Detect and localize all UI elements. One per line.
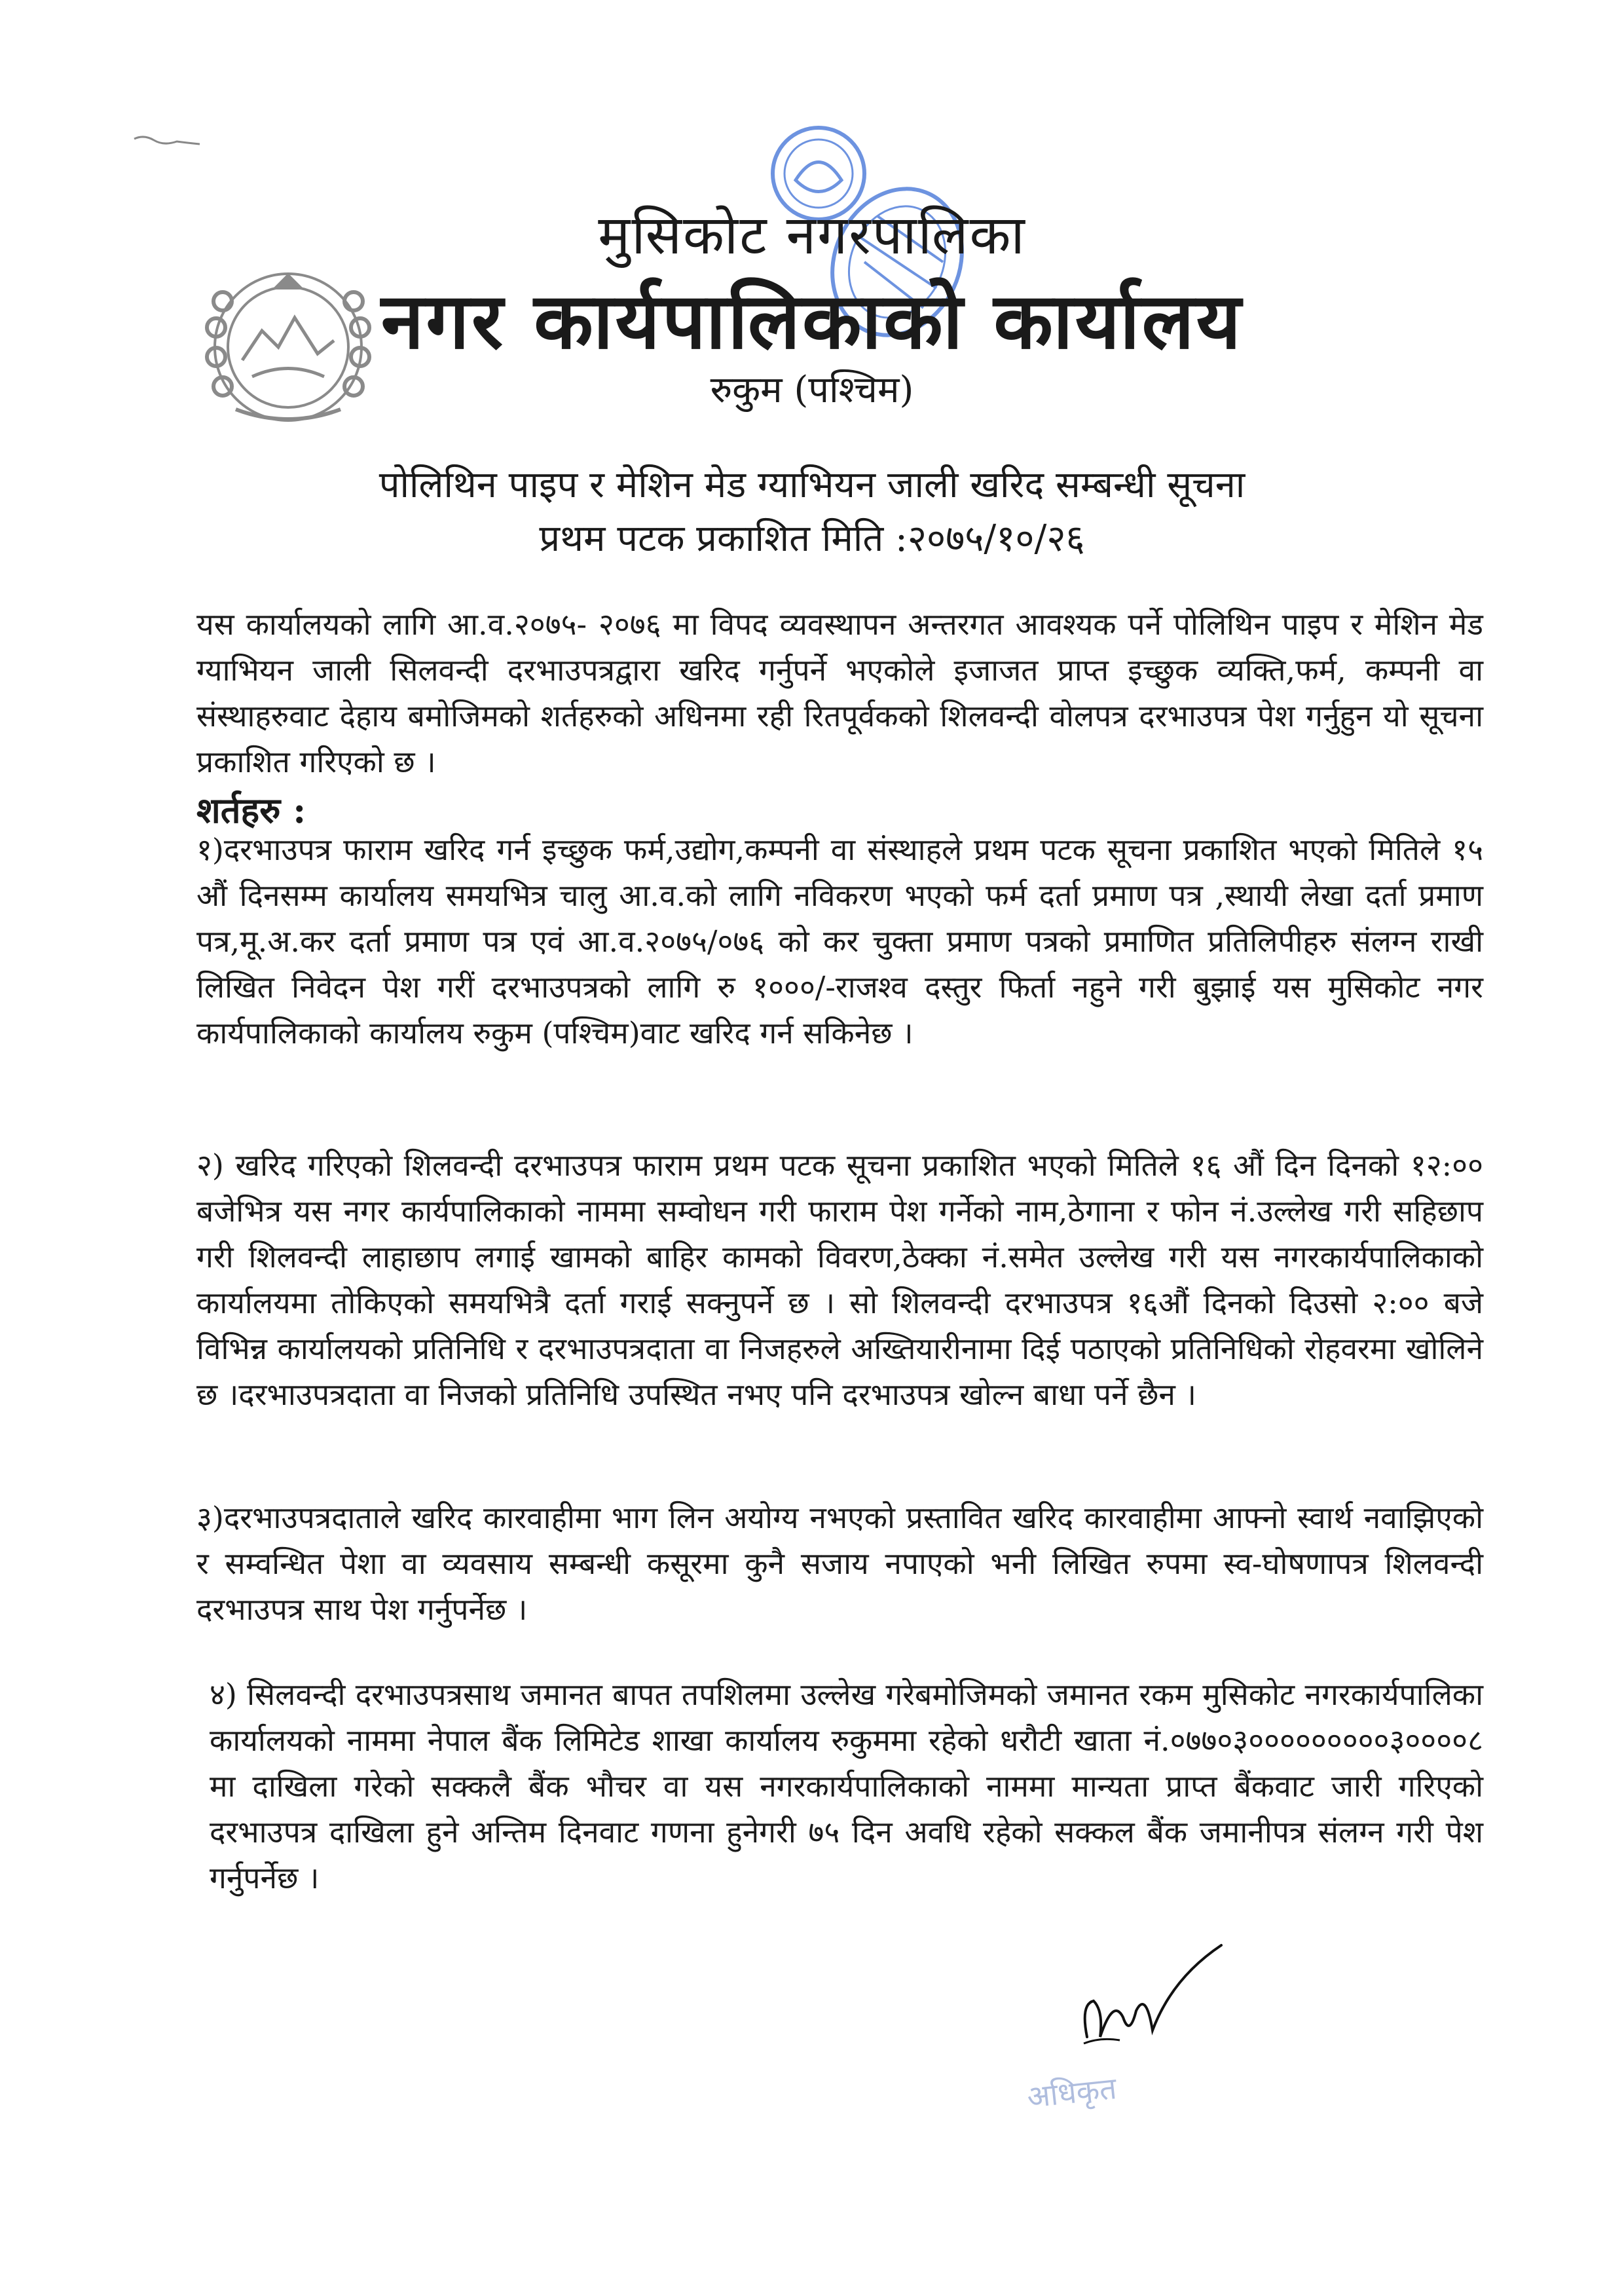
municipality-name: मुसिकोट नगरपालिका <box>598 204 1026 267</box>
officer-stamp: अधिकृत <box>1025 2070 1118 2115</box>
condition-3: ३)दरभाउपत्रदाताले खरिद कारवाहीमा भाग लिन अयोग्य नभएको प्रस्तावित खरिद कारवाहीमा आफ्नो स्वार्थ नवाझिएको र सम्वन्धित पेशा वा व्यवसाय सम्बन्धी कसूरमा कुनै सजाय नपाएको भनी लिखित रुपमा स्व-घोषणापत्र शिलवन्दी दरभाउपत्र साथ पेश गर्नुपर्नेछ । <box>196 1500 1483 1627</box>
office-title: नगर कार्यपालिकाको कार्यालय <box>380 275 1244 366</box>
publish-date: प्रथम पटक प्रकाशित मिति :२०७५/१०/२६ <box>539 517 1085 560</box>
signature-icon <box>1074 1939 1225 2057</box>
intro-paragraph: यस कार्यालयको लागि आ.व.२०७५- २०७६ मा विपद व्यवस्थापन अन्तरगत आवश्यक पर्ने पोलिथिन पाइप र मेशिन मेड ग्याभियन जाली सिलवन्दी दरभाउपत्रद्वारा खरिद गर्नुपर्ने भएकोले इजाजत प्राप्त इच्छुक व्यक्ति,फर्म, कम्पनी वा संस्थाहरुवाट देहाय बमोजिमको शर्तहरुको अधिनमा रही रितपूर्वकको शिलवन्दी वोलपत्र दरभाउपत्र पेश गर्नुहुन यो सूचना प्रकाशित गरिएको छ । <box>196 606 1483 779</box>
district-name: रुकुम (पश्चिम) <box>710 369 914 411</box>
condition-2: २) खरिद गरिएको शिलवन्दी दरभाउपत्र फाराम प्रथम पटक सूचना प्रकाशित भएको मितिले १६ औं दिन दिनको १२:०० बजेभित्र यस नगर कार्यपालिकाको नाममा सम्वोधन गरी फाराम पेश गर्नेको नाम,ठेगाना र फोन नं.उल्लेख गरी सहिछाप गरी शिलवन्दी लाहाछाप लगाई खामको बाहिर कामको विवरण,ठेक्का नं.समेत उल्लेख गरी यस नगरकार्यपालिकाको कार्यालयमा तोकिएको समयभित्रै दर्ता गराई सक्नुपर्ने छ । सो शिलवन्दी दरभाउपत्र १६औं दिनको दिउसो २:०० बजे विभिन्न कार्यालयको प्रतिनिधि र दरभाउपत्रदाता वा निजहरुले अख्तियारीनामा दिई पठाएको प्रतिनिधिको रोहवरमा खोलिने छ ।दरभाउपत्रदाता वा निजको प्रतिनिधि उपस्थित नभए पनि दरभाउपत्र खोल्न बाधा पर्ने छैन । <box>196 1148 1483 1412</box>
notice-subject: पोलिथिन पाइप र मेशिन मेड ग्याभियन जाली खरिद सम्बन्धी सूचना <box>378 464 1246 506</box>
condition-4: ४) सिलवन्दी दरभाउपत्रसाथ जमानत बापत तपशिलमा उल्लेख गरेबमोजिमको जमानत रकम मुसिकोट नगरकार्यपालिका कार्यालयको नाममा नेपाल बैंक लिमिटेड शाखा कार्यालय रुकुममा रहेको धरौटी खाता नं.०७७०३०००००००००३००००८ मा दाखिला गरेको सक्कलै बैंक भौचर वा यस नगरकार्यपालिकाको नाममा मान्यता प्राप्त बैंकवाट जारी गरिएको दरभाउपत्र दाखिला हुने अन्तिम दिनवाट गणना हुनेगरी ७५ दिन अवधि रहेको सक्कल बैंक जमानीपत्र संलग्न गरी पेश गर्नुपर्नेछ । <box>210 1677 1483 1895</box>
scan-mark <box>131 131 203 151</box>
conditions-heading: शर्तहरु : <box>196 789 306 831</box>
condition-1: १)दरभाउपत्र फाराम खरिद गर्न इच्छुक फर्म,उद्योग,कम्पनी वा संस्थाहले प्रथम पटक सूचना प्रकाशित भएको मितिले १५ औं दिनसम्म कार्यालय समयभित्र चालु आ.व.को लागि नविकरण भएको फर्म दर्ता प्रमाण पत्र ,स्थायी लेखा दर्ता प्रमाण पत्र,मू.अ.कर दर्ता प्रमाण पत्र एवं आ.व.२०७५/०७६ को कर चुक्ता प्रमाण पत्रको प्रमाणित प्रतिलिपीहरु संलग्न राखी लिखित निवेदन पेश गरीं दरभाउपत्रको लागि रु १०००/-राजश्व दस्तुर फिर्ता नहुने गरी बुझाई यस मुसिकोट नगर कार्यपालिकाको कार्यालय रुकुम (पश्चिम)वाट खरिद गर्न सकिनेछ । <box>196 832 1483 1051</box>
